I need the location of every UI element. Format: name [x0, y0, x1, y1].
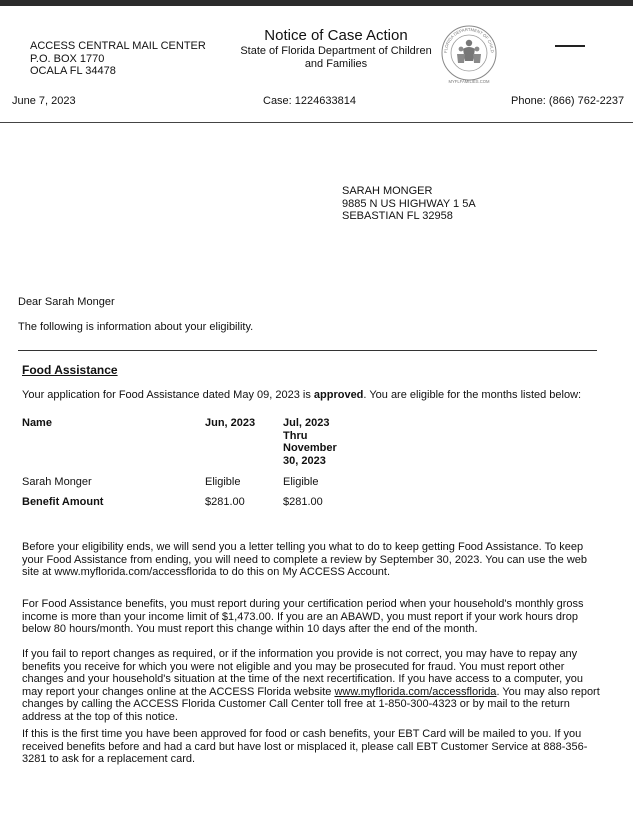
- approval-status: approved: [313, 389, 364, 401]
- section-title: Food Assistance: [22, 363, 118, 377]
- intro-text: The following is information about your eligibility.: [18, 321, 254, 333]
- recipient-city: SEBASTIAN FL 32958: [342, 210, 453, 222]
- month-2-line-1: Jul, 2023: [283, 417, 330, 429]
- notice-date: June 7, 2023: [12, 95, 76, 107]
- changes-text-post: . You may also report changes by calling the ACCESS Florida Customer Call Center toll free at 1-850-300-4323 or by mail to the return address at the top of this notice.: [22, 685, 600, 723]
- greeting: Dear Sarah Monger: [18, 296, 115, 308]
- month-2-line-3: November: [283, 442, 337, 454]
- paragraph-review: Before your eligibility ends, we will send you a letter telling you what to do to keep getting Food Assistance. To keep your Food Assistance from ending, you will need to complete a review by September 30, 2023. You can use the web site at www.myflorida.com/accessflorida to do this on My ACCESS Account.: [22, 541, 588, 578]
- recipient-address: [342, 185, 476, 223]
- table-header-name: Name: [22, 417, 52, 429]
- sender-line-2: P.O. BOX 1770: [30, 52, 105, 65]
- header-dash: [555, 45, 585, 47]
- dcf-seal-logo: [438, 23, 500, 85]
- seal-ring-text: FLORIDA DEPARTMENT OF CHILD: [442, 26, 496, 54]
- month-2-line-4: 30, 2023: [283, 454, 326, 467]
- row-benefit-amount-1: $281.00: [205, 496, 245, 508]
- approval-post: . You are eligible for the months listed below:: [363, 389, 582, 401]
- sender-address: [30, 40, 206, 78]
- row-member-name: Sarah Monger: [22, 476, 92, 488]
- approval-sentence: [22, 389, 581, 401]
- sender-line-1: ACCESS CENTRAL MAIL CENTER: [30, 40, 206, 52]
- paragraph-changes: [22, 648, 602, 723]
- notice-subtitle: State of Florida Department of Children and Families: [240, 45, 432, 70]
- paragraph-ebt: If this is the first time you have been approved for food or cash benefits, your EBT Card will be mailed to you. If you received benefits before and had a card but have lost or misplaced it, please call EBT Customer Service at 888-356-3281 to ask for a replacement card.: [22, 728, 588, 765]
- row-benefit-amount-2: $281.00: [283, 496, 323, 508]
- notice-title: Notice of Case Action: [264, 27, 408, 44]
- recipient-name: SARAH MONGER: [342, 185, 433, 197]
- top-border: [0, 0, 633, 6]
- phone-number: Phone: (866) 762-2237: [511, 95, 625, 107]
- header-divider: [0, 122, 633, 123]
- row-member-status-2: Eligible: [283, 476, 319, 488]
- row-member-status-1: Eligible: [205, 476, 241, 488]
- notice-heading: [230, 27, 442, 71]
- table-header-month-1: Jun, 2023: [205, 417, 256, 429]
- row-benefit-label: Benefit Amount: [22, 496, 104, 508]
- case-number: Case: 1224633814: [263, 95, 356, 107]
- seal-url: MYFLFAMILIES.COM: [448, 79, 490, 84]
- paragraph-reporting: For Food Assistance benefits, you must report during your certification period when your household's monthly gross income is more than your income limit of $1,473.00. If you are an ABAWD, you must report if your work hours drop below 80 hours/month. You must report this change within 10 days after the end of the month.: [22, 598, 584, 635]
- changes-text-pre: If you fail to report changes as required, or if the information you provide is not correct, you may have to repay any benefits you receive for which you were not eligible and you may be prosecuted for fraud. You must report other changes and your household's situation at the time of the next recertification. If you have access to a computer, you may report your changes online at the ACCESS Florida website: [22, 648, 583, 698]
- recipient-street: 9885 N US HIGHWAY 1 5A: [342, 197, 476, 210]
- section-divider: [18, 350, 597, 351]
- access-florida-link[interactable]: www.myflorida.com/accessflorida: [334, 685, 497, 698]
- table-header-month-2: [283, 417, 337, 467]
- sender-line-3: OCALA FL 34478: [30, 65, 116, 77]
- month-2-line-2: Thru: [283, 429, 308, 442]
- approval-pre: Your application for Food Assistance dated May 09, 2023 is: [22, 389, 314, 401]
